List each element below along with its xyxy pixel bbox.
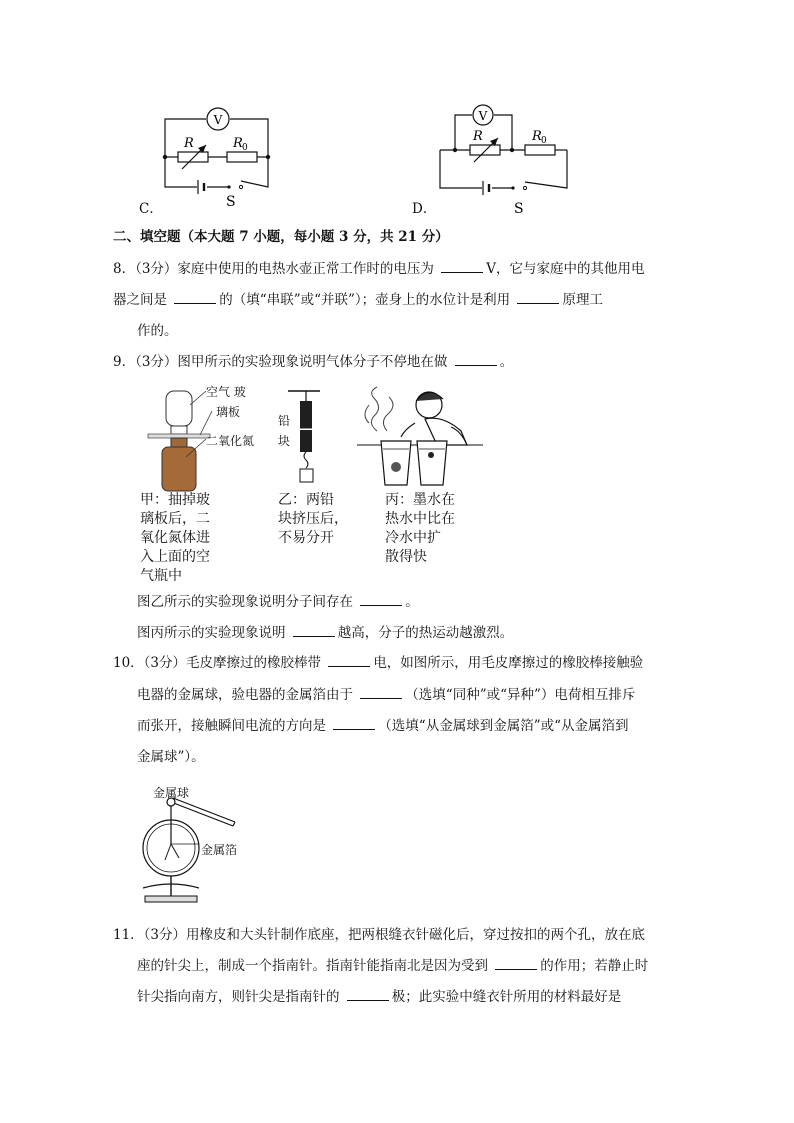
- q11-line-3: [137, 988, 621, 1006]
- electroscope-label-foil: 金属箔: [201, 843, 238, 857]
- yi-label-lead-2: 块: [278, 434, 291, 448]
- yi-label-lead-1: 铅: [278, 414, 291, 428]
- q9-blank-temperature[interactable]: [293, 624, 335, 637]
- q9-text-1b: 。: [499, 354, 514, 370]
- q10-blank-current-direction[interactable]: [333, 717, 375, 730]
- bing-caption-line: 冷水中扩: [385, 530, 441, 546]
- q10-line-4: 金属球”）。: [137, 749, 205, 765]
- bing-caption-line: 散得快: [385, 549, 427, 565]
- q9-line-1: [113, 353, 513, 371]
- electroscope-label-ball: 金属球: [153, 786, 190, 800]
- bing-caption: [385, 491, 455, 567]
- q11-line-1: 11．（3分）用橡皮和大头针制作底座，把两根缝衣针磁化后，穿过按扣的两个孔，放在底: [113, 927, 646, 943]
- q9-text-2a: 图乙所示的实验现象说明分子间存在: [137, 594, 358, 610]
- yi-caption: [278, 491, 348, 548]
- switch-label-d: S: [514, 201, 524, 215]
- q10-line-3: [137, 717, 629, 735]
- q11-line-2: [137, 957, 648, 975]
- q10-blank-charge[interactable]: [328, 654, 370, 667]
- jia-caption-line: 入上面的空: [140, 549, 210, 565]
- option-d-label: D．: [412, 201, 437, 217]
- option-c-label: C．: [139, 201, 163, 217]
- q10-text-3a: 而张开，接触瞬间电流的方向是: [137, 718, 331, 734]
- switch-label-c: S: [226, 194, 236, 210]
- q8-line-1: [113, 260, 644, 278]
- q8-line-3: 作的。: [137, 323, 178, 339]
- circuit-diagram-d: [430, 100, 580, 215]
- resistor-r-label-d: R: [473, 129, 483, 144]
- jia-caption-line: 氧化氮体进: [140, 530, 210, 546]
- q10-text-2b: （选填“同种”或“异种”）电荷相互排斥: [405, 687, 636, 703]
- jia-caption-line: 气瓶中: [140, 568, 182, 584]
- bing-caption-line: 热水中比在: [385, 511, 455, 527]
- q10-text-1b: 电，如图所示，用毛皮摩擦过的橡胶棒接触验: [373, 655, 644, 671]
- q10-blank-charge-type[interactable]: [360, 686, 402, 699]
- q11-blank-pole[interactable]: [347, 988, 389, 1001]
- jia-caption-line: 甲：抽掉玻: [140, 492, 210, 508]
- yi-caption-line: 不易分开: [278, 530, 334, 546]
- q10-text-3b: （选填“从金属球到金属箔”或“从金属箔到: [378, 718, 629, 734]
- voltmeter-symbol-c: V: [213, 113, 223, 127]
- resistor-r-label-c: R: [184, 136, 194, 151]
- q8-text-2b: 的（填“串联”或“并联”）；壶身上的水位计是利用: [219, 292, 515, 308]
- q11-text-3a: 针尖指向南方，则针尖是指南针的: [137, 989, 344, 1005]
- q11-text-3b: 极；此实验中缝衣针所用的材料最好是: [391, 989, 622, 1005]
- jia-caption-line: 璃板后，二: [140, 511, 210, 527]
- q10-line-1: [113, 654, 643, 672]
- q8-text-1a: 8．（3分）家庭中使用的电热水壶正常工作时的电压为: [113, 261, 439, 277]
- figure-bing-ink-diffusion: [355, 383, 485, 493]
- q9-blank-force[interactable]: [360, 593, 402, 606]
- q9-line-3: [137, 624, 513, 642]
- q8-line-2: [113, 291, 603, 309]
- q11-text-2a: 座的针尖上，制成一个指南针。指南针能指南北是因为受到: [137, 958, 493, 974]
- q10-line-2: [137, 686, 635, 704]
- q8-blank-voltage[interactable]: [441, 260, 483, 273]
- bing-caption-line: 丙：墨水在: [385, 492, 455, 508]
- q9-blank-motion[interactable]: [455, 353, 497, 366]
- jia-label-no2: 二氧化氮: [206, 434, 255, 448]
- q11-text-2b: 的作用；若静止时: [540, 958, 649, 974]
- q10-text-1a: 10．（3分）毛皮摩擦过的橡胶棒带: [113, 655, 326, 671]
- q9-text-2b: 。: [405, 594, 419, 610]
- q9-text-3a: 图丙所示的实验现象说明: [137, 625, 290, 641]
- q11-blank-field[interactable]: [495, 957, 537, 970]
- resistor-r0-label-d: R: [532, 129, 542, 144]
- q10-text-2a: 电器的金属球，验电器的金属箔由于: [137, 687, 358, 703]
- q9-line-2: [137, 593, 419, 611]
- yi-caption-line: 乙：两铅: [278, 492, 334, 508]
- jia-label-glass-plate: 璃板: [216, 405, 241, 419]
- yi-caption-line: 块挤压后，: [278, 511, 348, 527]
- q8-blank-connection[interactable]: [174, 291, 216, 304]
- q8-text-2a: 器之间是: [113, 292, 172, 308]
- jia-label-air-glass: 空气 玻: [206, 385, 246, 399]
- voltmeter-symbol-d: V: [478, 109, 488, 123]
- section-2-title: 二、填空题（本大题 7 小题，每小题 3 分，共 21 分）: [113, 229, 449, 245]
- q9-text-3b: 越高，分子的热运动越激烈。: [337, 625, 514, 641]
- q9-text-1a: 9．（3分）图甲所示的实验现象说明气体分子不停地在做: [113, 354, 452, 370]
- jia-caption: [140, 491, 210, 586]
- resistor-r0-label-c: R: [233, 136, 243, 151]
- resistor-r0-subscript-c: 0: [242, 143, 248, 153]
- resistor-r0-subscript-d: 0: [541, 136, 547, 146]
- q8-text-2c: 原理工: [562, 292, 603, 308]
- q8-text-1b: V，它与家庭中的其他用电: [486, 261, 645, 277]
- q8-blank-principle[interactable]: [517, 291, 559, 304]
